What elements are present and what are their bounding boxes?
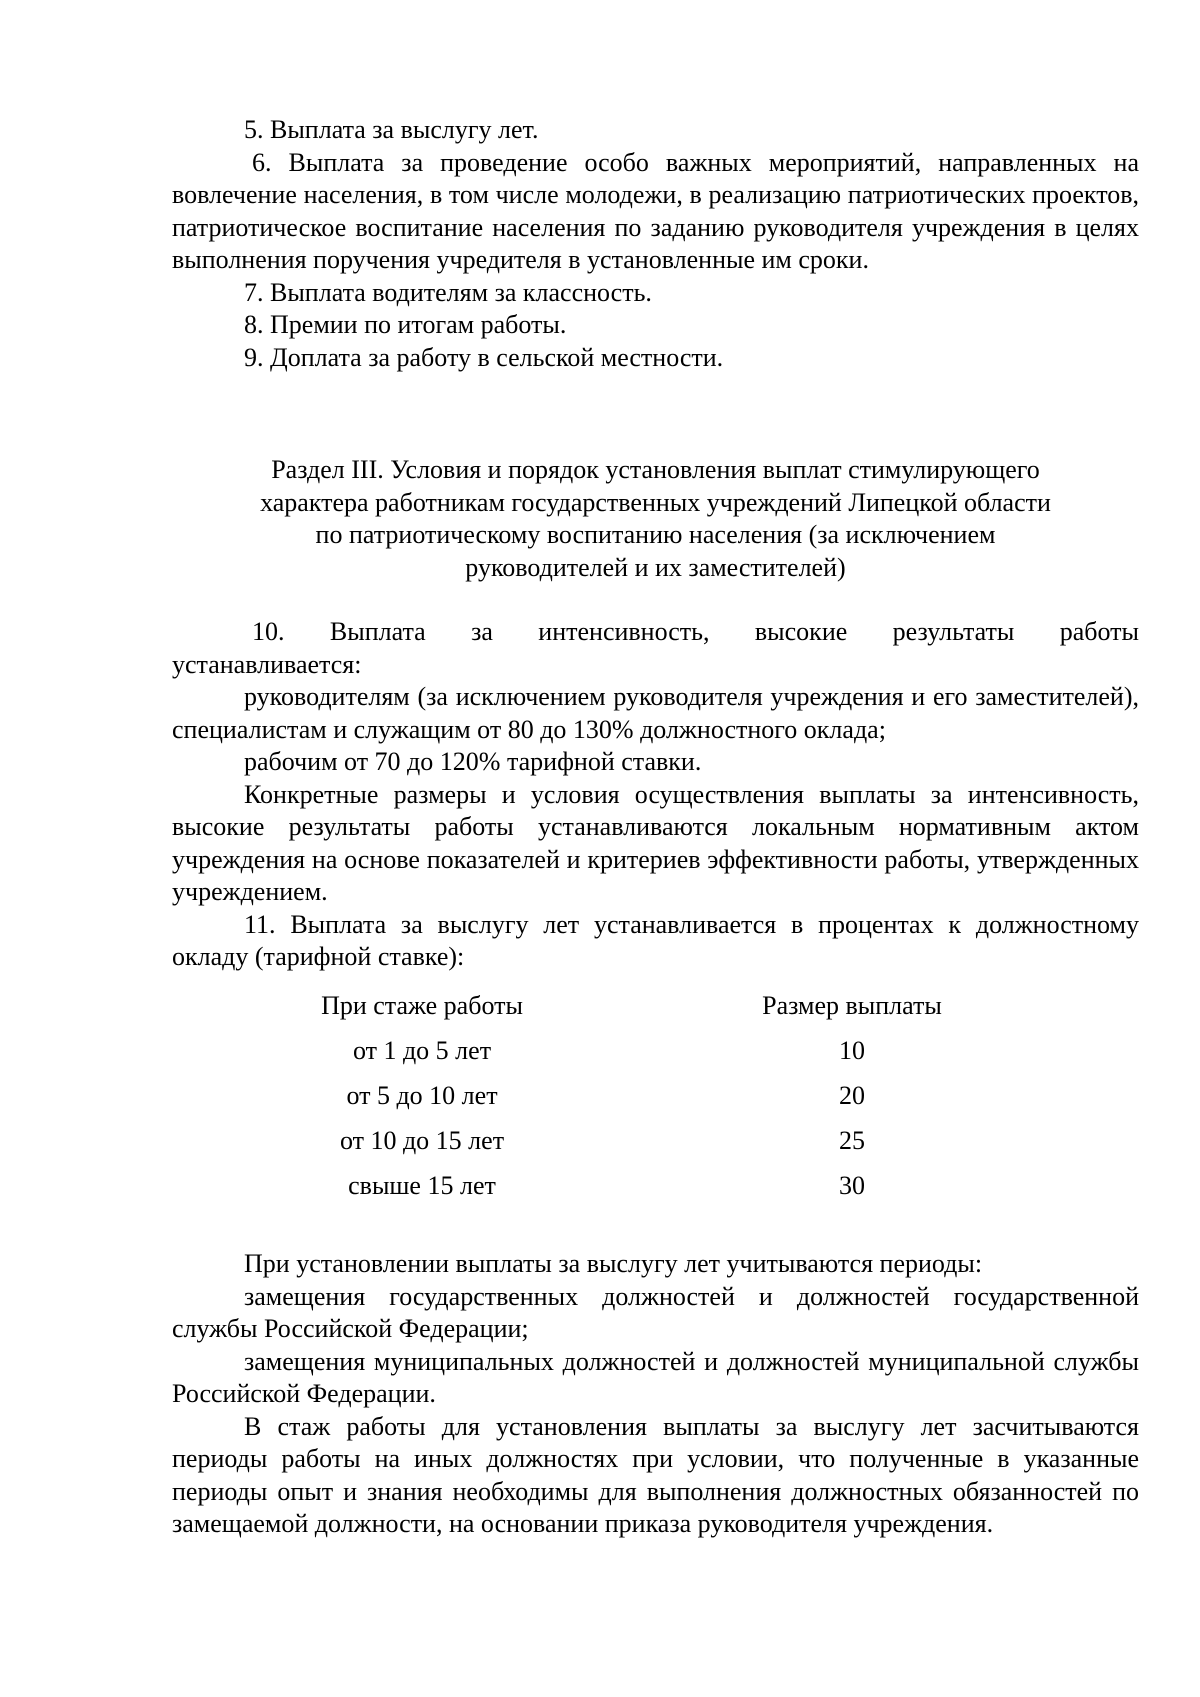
section-heading-line: Раздел III. Условия и порядок установления выплат стимулирующего <box>271 455 1040 484</box>
table-header-row <box>172 986 1139 1026</box>
paragraph-10 <box>172 616 1139 974</box>
table-cell-payment: 20 <box>839 1081 865 1110</box>
table-row <box>172 1031 1139 1071</box>
table-cell-experience: от 5 до 10 лет <box>346 1081 498 1110</box>
list-items <box>172 114 1139 374</box>
table-row <box>172 1076 1139 1116</box>
periods-other-positions: В стаж работы для установления выплаты за выслугу лет засчитываются периоды работы на иных должностях при условии, что полученные в указанные периоды опыт и знания необходимы для выполнения должностных обязанностей по замещаемой должности, на основании приказа руководителя учреждения. <box>172 1411 1139 1538</box>
table-row <box>172 1121 1139 1161</box>
section-heading-line: по патриотическому воспитанию населения (за исключением <box>315 520 996 549</box>
paragraph-10-line1: 10. Выплата за интенсивность, высокие результаты работы <box>252 617 1139 646</box>
section-heading <box>172 454 1139 584</box>
table-cell-experience: от 10 до 15 лет <box>339 1126 505 1155</box>
paragraph-10-line2: устанавливается: <box>172 649 362 679</box>
table-cell-payment: 30 <box>839 1171 865 1200</box>
table-header-payment: Размер выплаты <box>762 991 942 1020</box>
paragraph-10-managers: руководителям (за исключением руководителя учреждения и его заместителей), специалистам и служащим от 80 до 130% должностного оклада; <box>172 682 1139 744</box>
list-item-9: 9. Доплата за работу в сельской местности. <box>244 342 724 372</box>
table-cell-payment: 10 <box>839 1036 865 1065</box>
table-row <box>172 1166 1139 1206</box>
paragraph-10-workers: рабочим от 70 до 120% тарифной ставки. <box>244 747 702 776</box>
periods-state-service: замещения государственных должностей и должностей государственной службы Российской Федерации; <box>172 1281 1139 1343</box>
table-cell-payment: 25 <box>839 1126 865 1155</box>
paragraph-10-specific: Конкретные размеры и условия осуществления выплаты за интенсивность, высокие результаты работы устанавливаются локальным нормативным актом учреждения на основе показателей и критериев эффективности работы, утвержденных учреждением. <box>172 779 1139 906</box>
section-heading-line: руководителей и их заместителей) <box>465 552 846 582</box>
list-item-8: 8. Премии по итогам работы. <box>244 310 567 339</box>
list-item-7: 7. Выплата водителям за классность. <box>244 277 652 307</box>
periods-intro: При установлении выплаты за выслугу лет учитываются периоды: <box>244 1249 983 1278</box>
list-item-6: 6. Выплата за проведение особо важных мероприятий, направленных на вовлечение населения, в том числе молодежи, в реализацию патриотических проектов, патриотическое воспитание населения по заданию руководителя учреждения в целях выполнения поручения учредителя в установленные им сроки. <box>172 147 1139 274</box>
table-cell-experience: от 1 до 5 лет <box>352 1036 492 1065</box>
periods-section <box>172 1248 1139 1541</box>
section-heading-line: характера работникам государственных учреждений Липецкой области <box>260 487 1051 517</box>
table-header-experience: При стаже работы <box>321 991 523 1020</box>
paragraph-11-intro: 11. Выплата за выслугу лет устанавливается в процентах к должностному окладу (тарифной ставке): <box>172 909 1139 971</box>
list-item-5: 5. Выплата за выслугу лет. <box>244 115 539 144</box>
table-cell-experience: свыше 15 лет <box>348 1171 496 1200</box>
periods-municipal-service: замещения муниципальных должностей и должностей муниципальной службы Российской Федерации. <box>172 1346 1139 1408</box>
